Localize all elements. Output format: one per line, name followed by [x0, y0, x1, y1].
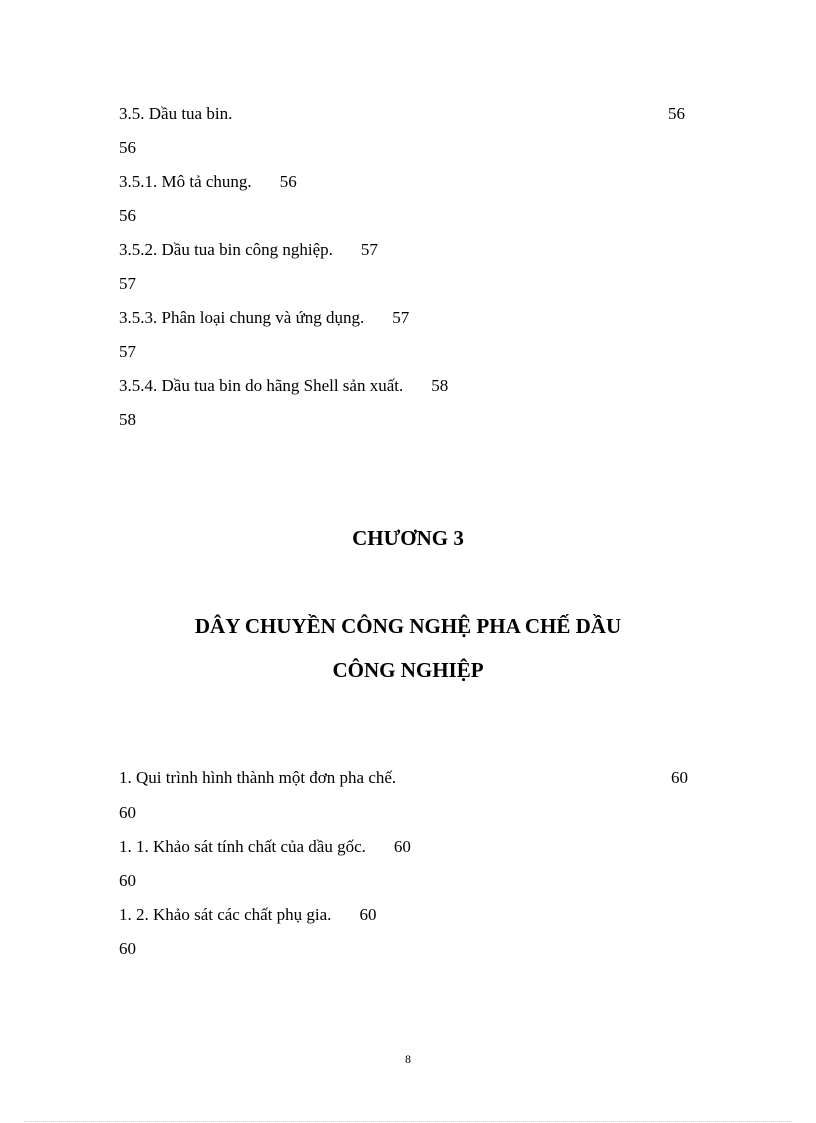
- toc-entry-title: 3.5.3. Phân loại chung và ứng dụng.: [119, 308, 365, 327]
- toc-entry-page-repeat: 58: [119, 410, 136, 429]
- toc-entry-3-5-4[interactable]: [119, 376, 448, 396]
- chapter-title-line-2: CÔNG NGHIỆP: [332, 658, 484, 682]
- toc-entry-title: 3.5. Dầu tua bin.: [119, 104, 233, 123]
- chapter-label: CHƯƠNG 3: [352, 526, 464, 550]
- toc-entry-title: 3.5.1. Mô tả chung.: [119, 172, 252, 191]
- toc-entry-3-5[interactable]: [119, 104, 232, 124]
- toc-entry-page: 57: [360, 240, 378, 259]
- toc-entry-3-5-2[interactable]: [119, 240, 378, 260]
- toc-entry-page: 56: [668, 104, 685, 123]
- chapter-title-line-1: DÂY CHUYỀN CÔNG NGHỆ PHA CHẾ DẦU: [194, 614, 622, 638]
- toc-entry-1[interactable]: [119, 768, 396, 788]
- toc-entry-page: 57: [392, 308, 410, 327]
- toc-entry-page-repeat: 60: [119, 939, 136, 958]
- toc-entry-title: 1. Qui trình hình thành một đơn pha chế.: [119, 768, 397, 787]
- toc-entry-1-1[interactable]: [119, 837, 411, 857]
- toc-entry-title: 3.5.2. Dầu tua bin công nghiệp.: [119, 240, 333, 259]
- toc-entry-title: 1. 1. Khảo sát tính chất của dầu gốc.: [119, 837, 366, 856]
- toc-entry-page-repeat: 57: [119, 342, 136, 361]
- toc-entry-title: 1. 2. Khảo sát các chất phụ gia.: [119, 905, 332, 924]
- toc-entry-page: 56: [279, 172, 297, 191]
- toc-entry-page: 58: [431, 376, 449, 395]
- toc-entry-1-2[interactable]: [119, 905, 376, 925]
- toc-entry-title: 3.5.4. Dầu tua bin do hãng Shell sản xuất.: [119, 376, 404, 395]
- toc-entry-3-5-1[interactable]: [119, 172, 297, 192]
- toc-entry-3-5-3[interactable]: [119, 308, 409, 328]
- toc-entry-page-repeat: 60: [119, 803, 136, 822]
- page-bottom-divider: [24, 1121, 792, 1122]
- toc-entry-page-repeat: 60: [119, 871, 136, 890]
- toc-entry-page-repeat: 57: [119, 274, 136, 293]
- toc-entry-page: 60: [359, 905, 377, 924]
- page-number: 8: [405, 1052, 411, 1066]
- toc-entry-page: 60: [393, 837, 411, 856]
- toc-entry-page: 60: [671, 768, 688, 787]
- toc-entry-page-repeat: 56: [119, 206, 136, 225]
- toc-entry-page-repeat: 56: [119, 138, 136, 157]
